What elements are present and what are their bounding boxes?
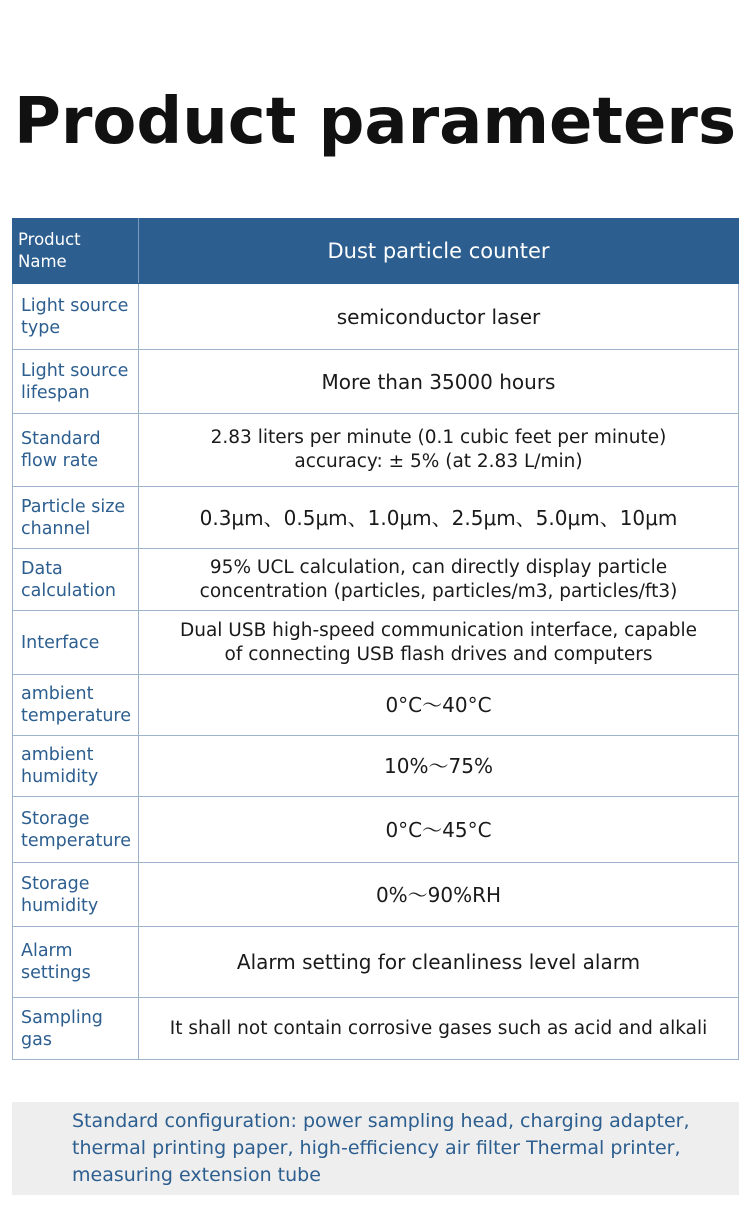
table-row — [13, 414, 739, 487]
row-value-line: It shall not contain corrosive gases such as acid and alkali — [169, 1017, 708, 1039]
row-value — [139, 414, 739, 487]
table-row — [13, 797, 739, 863]
row-value — [139, 998, 739, 1060]
row-label: Alarm settings — [13, 927, 139, 998]
row-value — [139, 675, 739, 736]
table-row — [13, 350, 739, 414]
row-label: Light source type — [13, 284, 139, 350]
row-value — [139, 863, 739, 927]
row-value — [139, 611, 739, 675]
row-label: Light source lifespan — [13, 350, 139, 414]
row-value-line: 0.3μm、0.5μm、1.0μm、2.5μm、5.0μm、10μm — [199, 505, 678, 530]
row-label: ambient temperature — [13, 675, 139, 736]
row-value — [139, 797, 739, 863]
row-value-line: More than 35000 hours — [321, 369, 556, 394]
parameters-table — [12, 218, 739, 1060]
table-row — [13, 927, 739, 998]
table-row — [13, 487, 739, 549]
row-value — [139, 927, 739, 998]
table-row — [13, 284, 739, 350]
row-value-line: 10%～75% — [384, 754, 493, 778]
table-header-row — [13, 219, 739, 284]
row-value-line: of connecting USB flash drives and computers — [224, 643, 653, 665]
header-label: Product Name — [13, 219, 139, 284]
config-line: Standard configuration: power sampling head, charging adapter, — [72, 1110, 690, 1132]
row-label: Interface — [13, 611, 139, 675]
row-value-line: 0°C～40°C — [385, 693, 492, 717]
standard-configuration-box — [12, 1102, 739, 1195]
table-row — [13, 736, 739, 797]
table-row — [13, 863, 739, 927]
row-value — [139, 284, 739, 350]
row-value-line: 0%～90%RH — [375, 882, 502, 907]
row-value-line: concentration (particles, particles/m3, particles/ft3) — [199, 580, 678, 602]
row-label: Particle size channel — [13, 487, 139, 549]
page-title: Product parameters — [13, 85, 737, 159]
table-row — [13, 549, 739, 611]
row-value-line: Alarm setting for cleanliness level alarm — [236, 950, 641, 974]
row-value — [139, 487, 739, 549]
table-row — [13, 675, 739, 736]
row-value — [139, 350, 739, 414]
row-label: Sampling gas — [13, 998, 139, 1060]
table-row — [13, 611, 739, 675]
row-label: Data calculation — [13, 549, 139, 611]
row-value-line: 95% UCL calculation, can directly display particle — [209, 556, 668, 578]
table-row — [13, 998, 739, 1060]
row-value — [139, 736, 739, 797]
row-value-line: semiconductor laser — [336, 304, 541, 329]
config-line: thermal printing paper, high-efficiency air filter Thermal printer, — [72, 1137, 681, 1159]
config-line: measuring extension tube — [72, 1164, 321, 1186]
row-value-line: accuracy: ± 5% (at 2.83 L/min) — [294, 451, 583, 472]
row-value-line: 2.83 liters per minute (0.1 cubic feet per minute) — [210, 427, 667, 448]
row-label: Storage temperature — [13, 797, 139, 863]
row-label: Standard flow rate — [13, 414, 139, 487]
row-value-line: Dual USB high-speed communication interface, capable — [179, 619, 698, 641]
row-value — [139, 549, 739, 611]
row-value-line: 0°C～45°C — [385, 817, 492, 842]
header-value: Dust particle counter — [139, 219, 739, 284]
row-label: ambient humidity — [13, 736, 139, 797]
row-label: Storage humidity — [13, 863, 139, 927]
